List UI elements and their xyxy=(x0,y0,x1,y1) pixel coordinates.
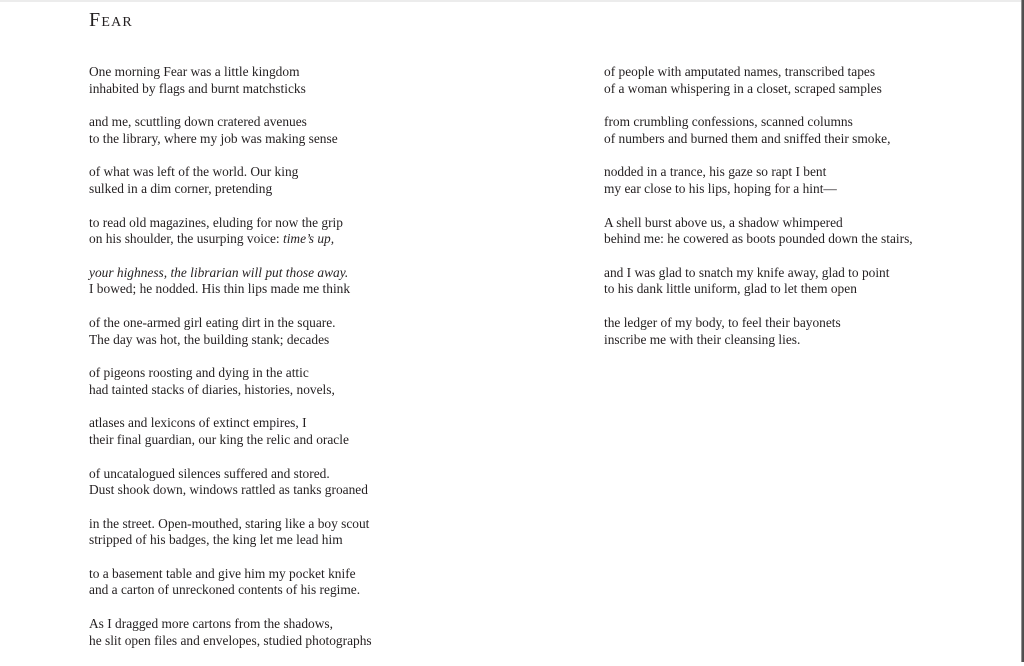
poem-line xyxy=(89,365,372,382)
poem-line xyxy=(604,131,913,148)
poem-line xyxy=(89,215,372,232)
poem-line xyxy=(89,582,372,599)
line-text: in the street. Open-mouthed, staring like a boy scout xyxy=(89,515,370,531)
stanza xyxy=(89,566,372,599)
poem-line xyxy=(604,215,913,232)
poem-line xyxy=(89,482,372,499)
line-text: of a woman whispering in a closet, scraped samples xyxy=(604,80,882,96)
stanza xyxy=(89,365,372,398)
poem-line xyxy=(604,64,913,81)
line-text: to his dank little uniform, glad to let them open xyxy=(604,281,857,297)
poem-line xyxy=(89,181,372,198)
line-text: had tainted stacks of diaries, histories, novels, xyxy=(89,381,335,397)
line-text: my ear close to his lips, hoping for a hint— xyxy=(604,180,837,196)
poem-column-right xyxy=(604,64,913,365)
line-italic-text: time’s up, xyxy=(282,231,335,247)
poem-line xyxy=(89,64,372,81)
poem-line xyxy=(604,164,913,181)
poem-column-left xyxy=(89,64,372,666)
poem-line xyxy=(89,516,372,533)
line-text: of the one-armed girl eating dirt in the square. xyxy=(89,314,336,330)
line-text: inhabited by flags and burnt matchsticks xyxy=(89,80,306,96)
line-text: and I was glad to snatch my knife away, glad to point xyxy=(604,264,890,280)
line-text: One morning Fear was a little kingdom xyxy=(89,64,300,79)
poem-line xyxy=(89,466,372,483)
poem-line xyxy=(604,315,913,332)
stanza xyxy=(89,164,372,197)
line-text: of pigeons roosting and dying in the attic xyxy=(89,365,309,381)
poem-line xyxy=(89,81,372,98)
line-text: to a basement table and give him my pocket knife xyxy=(89,565,356,581)
line-text: he slit open files and envelopes, studied photographs xyxy=(89,632,372,648)
line-text: As I dragged more cartons from the shadows, xyxy=(89,616,333,632)
poem-line xyxy=(604,231,913,248)
line-text: nodded in a trance, his gaze so rapt I bent xyxy=(604,164,827,180)
stanza xyxy=(89,265,372,298)
stanza xyxy=(604,265,913,298)
poem-line xyxy=(89,566,372,583)
poem-line xyxy=(89,231,372,248)
poem-line xyxy=(89,114,372,131)
line-text: inscribe me with their cleansing lies. xyxy=(604,331,801,347)
stanza xyxy=(89,466,372,499)
poem-line xyxy=(89,432,372,449)
stanza xyxy=(604,315,913,348)
poem-line xyxy=(89,633,372,650)
stanza xyxy=(604,114,913,147)
line-text: their final guardian, our king the relic and oracle xyxy=(89,431,349,447)
line-text: of uncatalogued silences suffered and stored. xyxy=(89,465,330,481)
line-text: and me, scuttling down cratered avenues xyxy=(89,114,307,130)
line-text: stripped of his badges, the king let me lead him xyxy=(89,532,343,548)
stanza xyxy=(89,415,372,448)
line-italic-text: your highness, the librarian will put those away. xyxy=(89,264,349,280)
poem-line xyxy=(604,332,913,349)
poem-line xyxy=(89,265,372,282)
stanza xyxy=(604,164,913,197)
line-text: to the library, where my job was making sense xyxy=(89,130,338,146)
line-text: to read old magazines, eluding for now the grip xyxy=(89,214,343,230)
stanza xyxy=(89,516,372,549)
poem-line xyxy=(89,164,372,181)
stanza xyxy=(89,616,372,649)
line-text: from crumbling confessions, scanned columns xyxy=(604,114,853,130)
poem-line xyxy=(89,131,372,148)
line-text: behind me: he cowered as boots pounded down the stairs, xyxy=(604,231,913,247)
line-text: Dust shook down, windows rattled as tanks groaned xyxy=(89,482,368,498)
poem-line xyxy=(89,332,372,349)
poem-line xyxy=(604,281,913,298)
top-rule xyxy=(0,0,1024,2)
poem-line xyxy=(604,265,913,282)
line-text: A shell burst above us, a shadow whimpered xyxy=(604,214,843,230)
line-text: I bowed; he nodded. His thin lips made me think xyxy=(89,281,351,297)
line-text: sulked in a dim corner, pretending xyxy=(89,180,273,196)
line-text: of what was left of the world. Our king xyxy=(89,164,299,180)
line-text: the ledger of my body, to feel their bayonets xyxy=(604,314,841,330)
stanza xyxy=(89,64,372,97)
stanza xyxy=(604,64,913,97)
poem-line xyxy=(89,281,372,298)
line-text: and a carton of unreckoned contents of his regime. xyxy=(89,582,361,598)
poem-line xyxy=(89,616,372,633)
poem-line xyxy=(89,415,372,432)
poem-line xyxy=(89,532,372,549)
stanza xyxy=(604,215,913,248)
line-text: on his shoulder, the usurping voice: xyxy=(89,231,283,247)
line-text: atlases and lexicons of extinct empires, I xyxy=(89,415,307,431)
line-text: of numbers and burned them and sniffed their smoke, xyxy=(604,130,891,146)
poem-line xyxy=(604,81,913,98)
poem-line xyxy=(604,114,913,131)
stanza xyxy=(89,315,372,348)
poem-line xyxy=(89,382,372,399)
stanza xyxy=(89,215,372,248)
poem-title: Fear xyxy=(89,9,133,31)
line-text: The day was hot, the building stank; decades xyxy=(89,331,330,347)
line-text: of people with amputated names, transcribed tapes xyxy=(604,64,876,79)
stanza xyxy=(89,114,372,147)
poem-line xyxy=(89,315,372,332)
poem-line xyxy=(604,181,913,198)
